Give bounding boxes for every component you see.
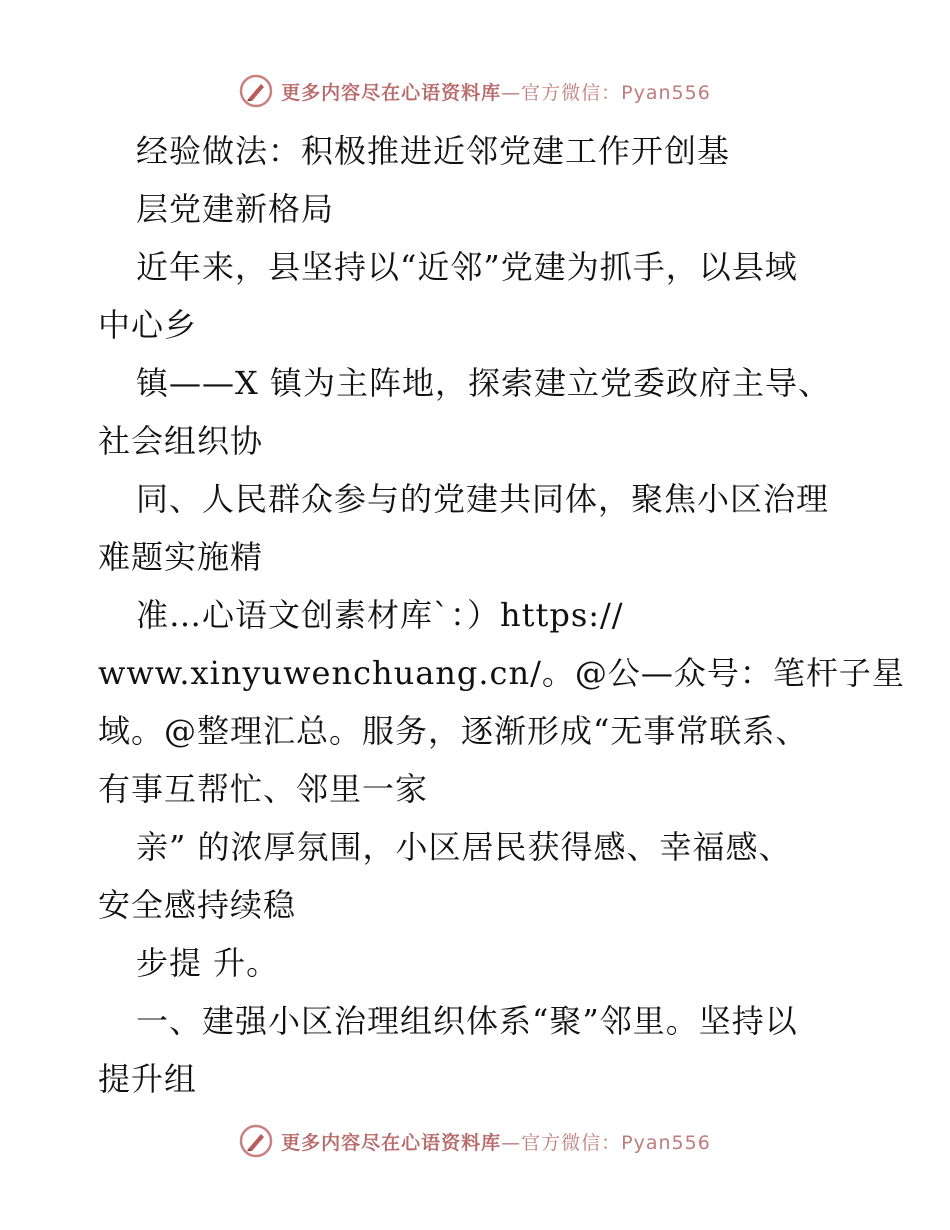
document-body: [98, 122, 905, 1108]
footer-banner-text: 更多内容尽在心语资料库—官方微信：Pyan556: [281, 1131, 711, 1154]
paragraph-line: 社会组织协: [98, 422, 264, 460]
paragraph-line: 中心乡: [98, 306, 198, 344]
paragraph-line: 难题实施精: [98, 538, 264, 576]
paragraph-line: 近年来，县坚持以“近邻”党建为抓手，以县域: [136, 248, 798, 286]
paragraph-line: 准…心语文创素材库`：）https://: [136, 596, 624, 634]
document-title-line-1: 经验做法：积极推进近邻党建工作开创基: [136, 132, 731, 170]
header-watermark-banner: [0, 71, 950, 111]
document-title-line-2: 层党建新格局: [136, 190, 335, 228]
paragraph-line: www.xinyuwenchuang.cn/。@公—众号：笔杆子星: [98, 654, 905, 692]
paragraph-line: 安全感持续稳: [98, 886, 297, 924]
paragraph-line: 有事互帮忙、邻里一家: [98, 770, 429, 808]
paragraph-line: 同、人民群众参与的党建共同体，聚焦小区治理: [136, 480, 830, 518]
pen-nib-logo-icon: [239, 1124, 273, 1158]
paragraph-line: 域。@整理汇总。服务，逐渐形成“无事常联系、: [98, 712, 809, 750]
paragraph-line: 步提 升。: [136, 944, 280, 982]
section-heading-line: 一、建强小区治理组织体系“聚”邻里。坚持以: [136, 1002, 798, 1040]
paragraph-line: 亲” 的浓厚氛围，小区居民获得感、幸福感、: [136, 828, 792, 866]
paragraph-line: 提升组: [98, 1060, 198, 1098]
header-banner-text: 更多内容尽在心语资料库—官方微信：Pyan556: [281, 81, 711, 104]
paragraph-line: 镇——X 镇为主阵地，探索建立党委政府主导、: [136, 364, 831, 402]
pen-nib-logo-icon: [239, 74, 273, 108]
footer-watermark-banner: [0, 1121, 950, 1161]
